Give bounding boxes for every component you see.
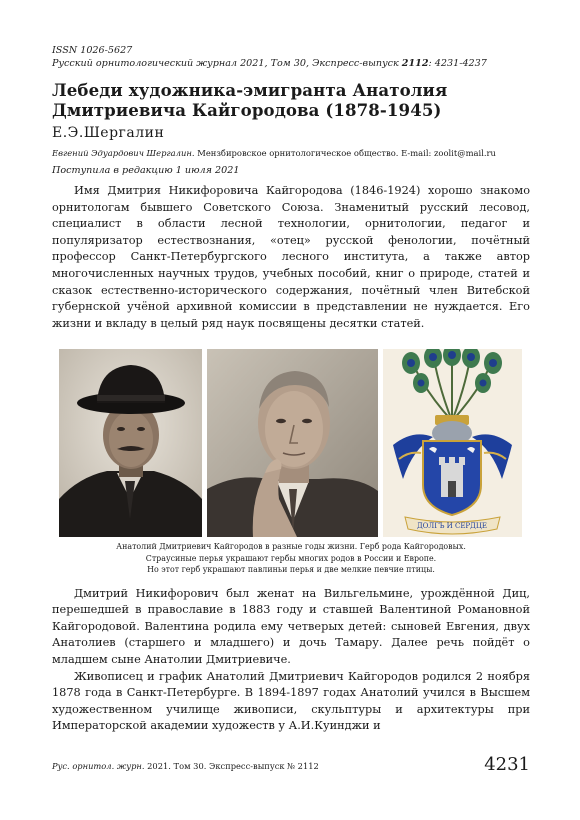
motto-text: ДОЛГЪ И СЕРДЦЕ (416, 522, 488, 531)
journal-name: Русский орнитологический журнал 2021, Том 30, Экспресс-выпуск (52, 58, 402, 69)
figure (52, 349, 530, 537)
issn: ISSN 1026-5627 (52, 45, 133, 56)
page-number: 4231 (484, 754, 530, 775)
title-line-2: Дмитриевича Кайгородова (1878-1945) (52, 100, 442, 120)
article-title (52, 80, 530, 120)
paragraph-3: Живописец и график Анатолий Дмитриевич Кайгородов родился 2 ноября 1878 года в Санкт-Петербурге. В 1894-1897 годах Анатолий учился в Высшем художественном училище живописи, скульптуры и архитектуры при Императорской академии художеств у А.И.Куинджи и (52, 669, 530, 733)
footer-issue: 2021. Том 30. Экспресс-выпуск № 2112 (144, 761, 319, 771)
page-footer (52, 747, 530, 775)
author: Е.Э.Шергалин (52, 125, 165, 141)
caption-line-1: Анатолий Дмитриевич Кайгородов в разные годы жизни. Герб рода Кайгородовых. (116, 542, 466, 552)
received-date: Поступила в редакцию 1 июля 2021 (52, 165, 240, 176)
affiliation-name: Евгений Эдуардович Шергалин. (52, 148, 195, 158)
photo-portrait-elder (207, 349, 378, 537)
coat-of-arms-image (383, 349, 522, 537)
caption-line-2: Страусиные перья украшают гербы многих родов в России и Европе. (145, 553, 437, 563)
affiliation-details: Мензбировское орнитологическое общество. E-mail: zoolit@mail.ru (194, 148, 496, 158)
paragraph-2: Дмитрий Никифорович был женат на Вильгельмине, урождённой Диц, перешедшей в православие в 1883 году и ставшей Валентиной Романовной Кайгородовой. Валентина родила ему четверых детей: сыновей Евгения, двух Анатолиев (старшего и младшего) и дочь Тамару. Далее речь пойдёт о младшем сыне Анатолии Дмитриевиче. (52, 586, 530, 666)
caption-line-3: Но этот герб украшают павлиньи перья и две мелкие певчие птицы. (147, 565, 435, 575)
footer-citation (52, 761, 319, 771)
photo-portrait-hat (59, 349, 202, 537)
title-line-1: Лебеди художника-эмигранта Анатолия (52, 80, 448, 100)
footer-journal-abbrev: Рус. орнитол. журн. (52, 761, 145, 771)
figure-caption (52, 541, 530, 575)
journal-header (52, 44, 530, 70)
paragraph-1: Имя Дмитрия Никифоровича Кайгородова (1846-1924) хорошо знакомо орнитологам бывшего Советского Союза. Знаменитый русский лесовод, специалист в области лесной технологии, орнитологии, педагог и популяризатор естествознания, «отец» русской фенологии, почётный профессор Санкт-Петербургского лесного института, а также автор многочисленных научных трудов, учебных пособий, книг о природе, статей и сказок естественно-исторического содержания, почётный член Витебской губернской учёной архивной комиссии в представлении не нуждается. Его жизни и вкладу в целый ряд наук посвящены десятки статей. (52, 184, 530, 330)
article-page (52, 44, 530, 735)
issue-number: 2112 (401, 58, 429, 69)
journal-line (52, 57, 530, 70)
page-range: : 4231-4237 (428, 58, 487, 69)
affiliation (52, 148, 530, 159)
